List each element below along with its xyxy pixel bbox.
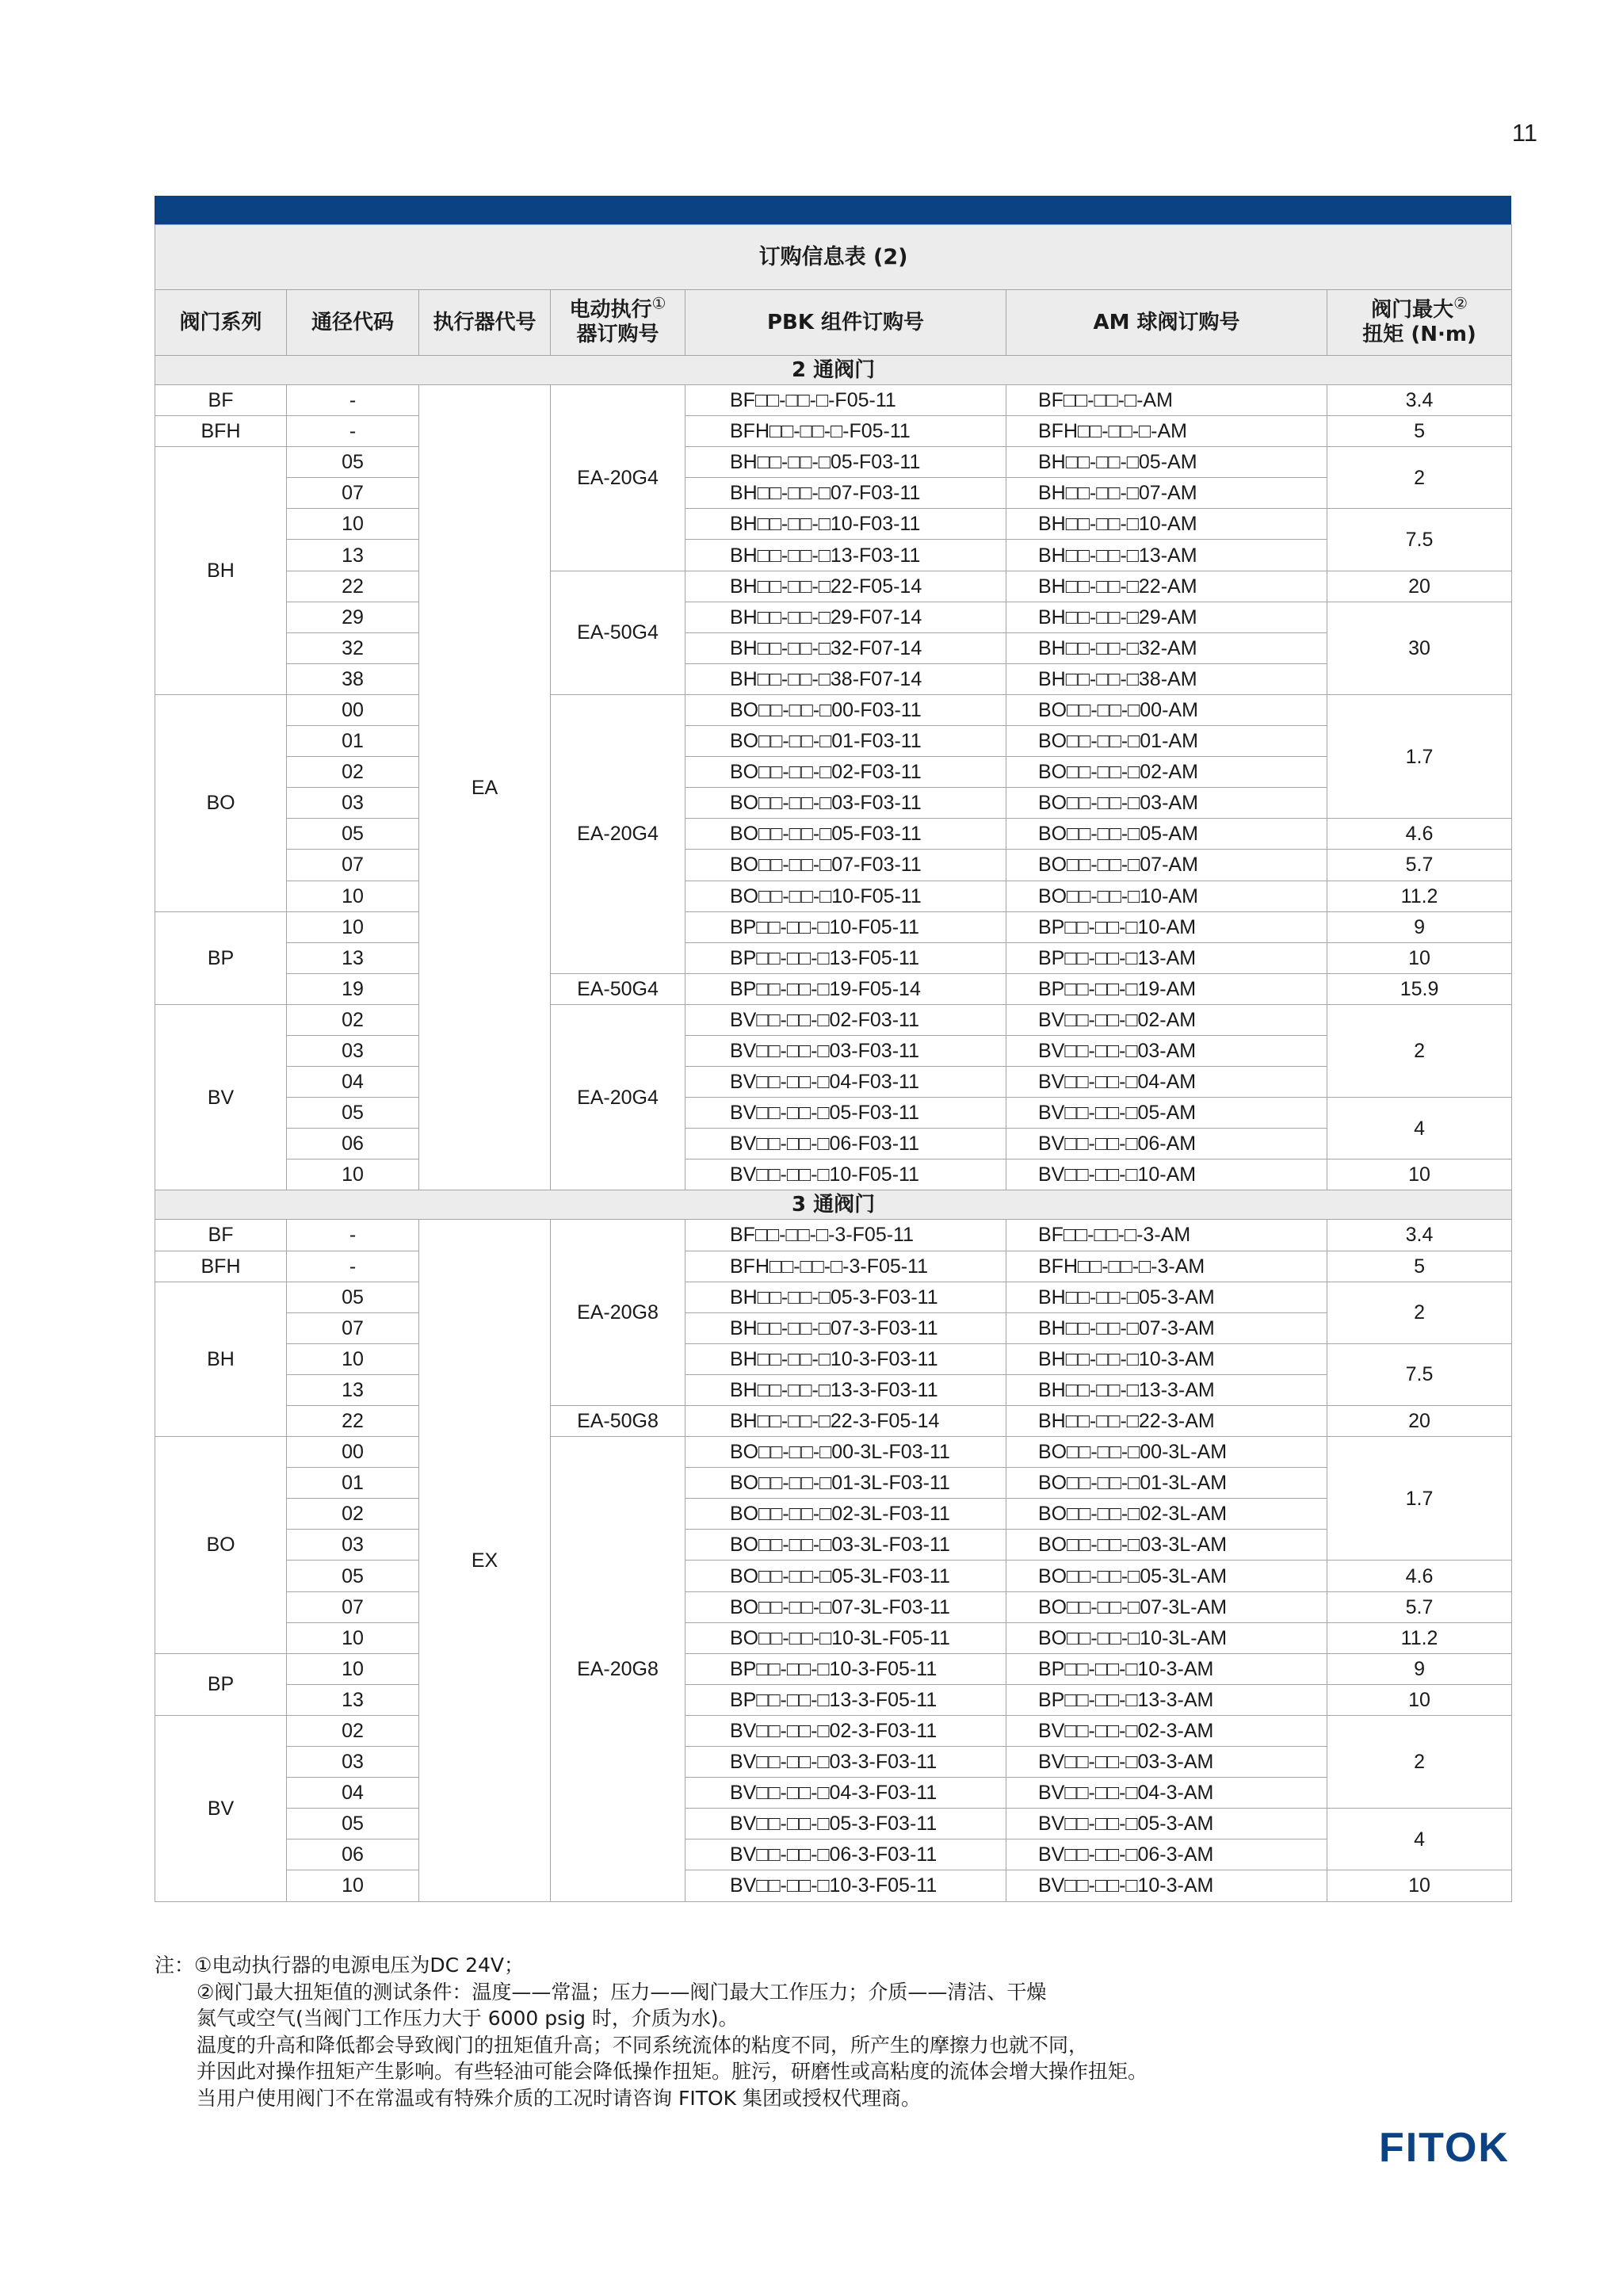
- orifice-cell: 07: [287, 850, 419, 881]
- table-row: [155, 973, 1512, 1004]
- am-cell: BP□□-□□-□10-AM: [1006, 911, 1327, 942]
- pbk-cell: BO□□-□□-□03-3L-F03-11: [685, 1530, 1006, 1561]
- orifice-cell: 03: [287, 1035, 419, 1066]
- am-cell: BV□□-□□-□05-AM: [1006, 1098, 1327, 1129]
- pbk-cell: BH□□-□□-□05-3-F03-11: [685, 1282, 1006, 1312]
- orifice-cell: 05: [287, 1809, 419, 1839]
- pbk-cell: BO□□-□□-□07-3L-F03-11: [685, 1591, 1006, 1622]
- series-cell: BF: [155, 1220, 287, 1251]
- table-row: [155, 602, 1512, 632]
- actuator-cell: EA-50G4: [551, 973, 685, 1004]
- torque-cell: 11.2: [1327, 881, 1512, 911]
- pbk-cell: BP□□-□□-□13-F05-11: [685, 942, 1006, 973]
- am-cell: BH□□-□□-□13-3-AM: [1006, 1374, 1327, 1405]
- pbk-cell: BV□□-□□-□02-F03-11: [685, 1004, 1006, 1035]
- pbk-cell: BV□□-□□-□04-F03-11: [685, 1067, 1006, 1098]
- table-row: [155, 1282, 1512, 1312]
- table-row: [155, 819, 1512, 850]
- am-cell: BFH□□-□□-□-3-AM: [1006, 1251, 1327, 1282]
- am-cell: BO□□-□□-□10-AM: [1006, 881, 1327, 911]
- actuator-cell: EA-20G8: [551, 1437, 685, 1901]
- table-row: [155, 1653, 1512, 1684]
- note-mark-1: ①: [651, 293, 666, 313]
- am-cell: BH□□-□□-□22-AM: [1006, 571, 1327, 602]
- section-title: 2 通阀门: [155, 356, 1512, 385]
- pbk-cell: BH□□-□□-□07-F03-11: [685, 478, 1006, 509]
- header-series: 阀门系列: [155, 290, 287, 356]
- pbk-cell: BP□□-□□-□13-3-F05-11: [685, 1684, 1006, 1715]
- pbk-cell: BH□□-□□-□05-F03-11: [685, 447, 1006, 478]
- actuator-code-cell: EA: [419, 385, 551, 1190]
- table-row: [155, 632, 1512, 663]
- pbk-cell: BP□□-□□-□19-F05-14: [685, 973, 1006, 1004]
- footnote-3: 氮气或空气(当阀门工作压力大于 6000 psig 时，介质为水)。: [197, 2007, 739, 2030]
- table-row: [155, 385, 1512, 416]
- orifice-cell: 10: [287, 1870, 419, 1901]
- table-row: [155, 942, 1512, 973]
- torque-cell: 9: [1327, 911, 1512, 942]
- table-row: [155, 726, 1512, 757]
- page-number: 11: [1511, 119, 1537, 147]
- table-row: [155, 1343, 1512, 1374]
- am-cell: BV□□-□□-□02-AM: [1006, 1004, 1327, 1035]
- series-cell: BFH: [155, 416, 287, 447]
- am-cell: BP□□-□□-□13-3-AM: [1006, 1684, 1327, 1715]
- torque-cell: 5.7: [1327, 850, 1512, 881]
- pbk-cell: BO□□-□□-□00-3L-F03-11: [685, 1437, 1006, 1468]
- orifice-cell: 13: [287, 540, 419, 571]
- pbk-cell: BO□□-□□-□02-3L-F03-11: [685, 1499, 1006, 1530]
- table-row: [155, 1437, 1512, 1468]
- footnote-1: 注：①电动执行器的电源电压为DC 24V；: [155, 1954, 524, 1977]
- series-cell: BP: [155, 1653, 287, 1715]
- table-row: [155, 788, 1512, 819]
- orifice-cell: 03: [287, 1747, 419, 1778]
- table-row: [155, 1530, 1512, 1561]
- pbk-cell: BO□□-□□-□10-F05-11: [685, 881, 1006, 911]
- am-cell: BH□□-□□-□29-AM: [1006, 602, 1327, 632]
- actuator-cell: EA-20G4: [551, 1004, 685, 1190]
- table-row: [155, 757, 1512, 788]
- pbk-cell: BO□□-□□-□03-F03-11: [685, 788, 1006, 819]
- am-cell: BH□□-□□-□05-3-AM: [1006, 1282, 1327, 1312]
- pbk-cell: BH□□-□□-□29-F07-14: [685, 602, 1006, 632]
- series-cell: BO: [155, 1437, 287, 1654]
- header-orifice: 通径代码: [287, 290, 419, 356]
- torque-cell: 4.6: [1327, 1561, 1512, 1591]
- pbk-cell: BP□□-□□-□10-3-F05-11: [685, 1653, 1006, 1684]
- table-row: [155, 1004, 1512, 1035]
- am-cell: BO□□-□□-□01-AM: [1006, 726, 1327, 757]
- am-cell: BO□□-□□-□07-3L-AM: [1006, 1591, 1327, 1622]
- table-row: [155, 1839, 1512, 1870]
- torque-cell: 1.7: [1327, 1437, 1512, 1561]
- am-cell: BO□□-□□-□01-3L-AM: [1006, 1468, 1327, 1499]
- pbk-cell: BO□□-□□-□01-3L-F03-11: [685, 1468, 1006, 1499]
- table-row: [155, 1778, 1512, 1809]
- orifice-cell: 06: [287, 1129, 419, 1159]
- orifice-cell: 02: [287, 757, 419, 788]
- table-row: [155, 1622, 1512, 1653]
- series-cell: BFH: [155, 1251, 287, 1282]
- torque-cell: 4: [1327, 1809, 1512, 1870]
- torque-cell: 5.7: [1327, 1591, 1512, 1622]
- pbk-cell: BH□□-□□-□10-F03-11: [685, 509, 1006, 540]
- header-torque-line1: 阀门最大: [1371, 298, 1454, 322]
- am-cell: BO□□-□□-□02-AM: [1006, 757, 1327, 788]
- orifice-cell: 01: [287, 1468, 419, 1499]
- am-cell: BO□□-□□-□10-3L-AM: [1006, 1622, 1327, 1653]
- torque-cell: 2: [1327, 1004, 1512, 1097]
- torque-cell: 20: [1327, 571, 1512, 602]
- torque-cell: 5: [1327, 416, 1512, 447]
- torque-cell: 2: [1327, 1715, 1512, 1808]
- orifice-cell: -: [287, 385, 419, 416]
- actuator-cell: EA-50G8: [551, 1406, 685, 1437]
- torque-cell: 7.5: [1327, 1343, 1512, 1405]
- footnote-6: 当用户使用阀门不在常温或有特殊介质的工况时请咨询 FITOK 集团或授权代理商。: [197, 2086, 921, 2110]
- orifice-cell: 29: [287, 602, 419, 632]
- table-row: [155, 571, 1512, 602]
- pbk-cell: BO□□-□□-□00-F03-11: [685, 694, 1006, 725]
- orifice-cell: 02: [287, 1004, 419, 1035]
- orifice-cell: 13: [287, 1684, 419, 1715]
- orifice-cell: 22: [287, 1406, 419, 1437]
- am-cell: BV□□-□□-□10-3-AM: [1006, 1870, 1327, 1901]
- am-cell: BV□□-□□-□10-AM: [1006, 1159, 1327, 1190]
- pbk-cell: BV□□-□□-□02-3-F03-11: [685, 1715, 1006, 1746]
- header-actuator-code: 执行器代号: [419, 290, 551, 356]
- orifice-cell: 10: [287, 911, 419, 942]
- am-cell: BH□□-□□-□10-AM: [1006, 509, 1327, 540]
- actuator-cell: EA-20G4: [551, 385, 685, 571]
- table-row: [155, 447, 1512, 478]
- table-row: [155, 911, 1512, 942]
- footnotes: [155, 1952, 1343, 2111]
- table-body: [155, 356, 1512, 1902]
- table-row: [155, 1684, 1512, 1715]
- pbk-cell: BO□□-□□-□07-F03-11: [685, 850, 1006, 881]
- fitok-logo: FITOK: [1378, 2125, 1510, 2171]
- table-row: [155, 1499, 1512, 1530]
- orifice-cell: -: [287, 1251, 419, 1282]
- orifice-cell: 13: [287, 942, 419, 973]
- table-row: [155, 416, 1512, 447]
- torque-cell: 2: [1327, 1282, 1512, 1343]
- table-row: [155, 1098, 1512, 1129]
- torque-cell: 7.5: [1327, 509, 1512, 571]
- orifice-cell: 10: [287, 1159, 419, 1190]
- table-row: [155, 663, 1512, 694]
- actuator-code-cell: EX: [419, 1220, 551, 1901]
- pbk-cell: BH□□-□□-□13-F03-11: [685, 540, 1006, 571]
- table-row: [155, 1406, 1512, 1437]
- orifice-cell: 10: [287, 1622, 419, 1653]
- note-mark-2: ②: [1453, 293, 1468, 313]
- orifice-cell: 01: [287, 726, 419, 757]
- am-cell: BO□□-□□-□05-AM: [1006, 819, 1327, 850]
- series-cell: BV: [155, 1004, 287, 1190]
- pbk-cell: BO□□-□□-□01-F03-11: [685, 726, 1006, 757]
- pbk-cell: BFH□□-□□-□-3-F05-11: [685, 1251, 1006, 1282]
- torque-cell: 9: [1327, 1653, 1512, 1684]
- table-row: [155, 478, 1512, 509]
- footnote-5: 并因此对操作扭矩产生影响。有些轻油可能会降低操作扭矩。脏污，研磨性或高粘度的流体会增大操作扭矩。: [197, 2060, 1148, 2083]
- am-cell: BP□□-□□-□13-AM: [1006, 942, 1327, 973]
- pbk-cell: BV□□-□□-□03-F03-11: [685, 1035, 1006, 1066]
- pbk-cell: BV□□-□□-□04-3-F03-11: [685, 1778, 1006, 1809]
- am-cell: BH□□-□□-□38-AM: [1006, 663, 1327, 694]
- torque-cell: 30: [1327, 602, 1512, 694]
- am-cell: BV□□-□□-□02-3-AM: [1006, 1715, 1327, 1746]
- orifice-cell: 00: [287, 1437, 419, 1468]
- header-torque: [1327, 290, 1512, 356]
- am-cell: BV□□-□□-□04-3-AM: [1006, 1778, 1327, 1809]
- orifice-cell: 02: [287, 1499, 419, 1530]
- orifice-cell: 19: [287, 973, 419, 1004]
- pbk-cell: BFH□□-□□-□-F05-11: [685, 416, 1006, 447]
- torque-cell: 10: [1327, 1870, 1512, 1901]
- am-cell: BF□□-□□-□-3-AM: [1006, 1220, 1327, 1251]
- pbk-cell: BH□□-□□-□38-F07-14: [685, 663, 1006, 694]
- table-row: [155, 1035, 1512, 1066]
- table-row: [155, 1067, 1512, 1098]
- pbk-cell: BH□□-□□-□13-3-F03-11: [685, 1374, 1006, 1405]
- am-cell: BV□□-□□-□06-AM: [1006, 1129, 1327, 1159]
- pbk-cell: BV□□-□□-□03-3-F03-11: [685, 1747, 1006, 1778]
- am-cell: BO□□-□□-□03-AM: [1006, 788, 1327, 819]
- header-am: AM 球阀订购号: [1006, 290, 1327, 356]
- am-cell: BV□□-□□-□04-AM: [1006, 1067, 1327, 1098]
- am-cell: BV□□-□□-□05-3-AM: [1006, 1809, 1327, 1839]
- pbk-cell: BV□□-□□-□06-3-F03-11: [685, 1839, 1006, 1870]
- table-row: [155, 1809, 1512, 1839]
- table-row: [155, 540, 1512, 571]
- am-cell: BFH□□-□□-□-AM: [1006, 416, 1327, 447]
- torque-cell: 10: [1327, 942, 1512, 973]
- pbk-cell: BF□□-□□-□-F05-11: [685, 385, 1006, 416]
- torque-cell: 10: [1327, 1159, 1512, 1190]
- table-title: 订购信息表 (2): [155, 225, 1512, 290]
- orifice-cell: 05: [287, 447, 419, 478]
- orifice-cell: 07: [287, 1312, 419, 1343]
- series-cell: BF: [155, 385, 287, 416]
- am-cell: BO□□-□□-□00-AM: [1006, 694, 1327, 725]
- torque-cell: 1.7: [1327, 694, 1512, 818]
- am-cell: BH□□-□□-□05-AM: [1006, 447, 1327, 478]
- am-cell: BO□□-□□-□03-3L-AM: [1006, 1530, 1327, 1561]
- header-electric-actuator: [551, 290, 685, 356]
- orifice-cell: 07: [287, 1591, 419, 1622]
- orifice-cell: 10: [287, 1653, 419, 1684]
- orifice-cell: 38: [287, 663, 419, 694]
- table-row: [155, 694, 1512, 725]
- orifice-cell: 05: [287, 1098, 419, 1129]
- torque-cell: 20: [1327, 1406, 1512, 1437]
- orifice-cell: 04: [287, 1778, 419, 1809]
- orifice-cell: 06: [287, 1839, 419, 1870]
- footnote-2: ②阀门最大扭矩值的测试条件：温度——常温；压力——阀门最大工作压力；介质——清洁、干燥: [197, 1980, 1047, 2004]
- table-row: [155, 1220, 1512, 1251]
- orifice-cell: 03: [287, 788, 419, 819]
- series-cell: BP: [155, 911, 287, 1004]
- table-row: [155, 1715, 1512, 1746]
- torque-cell: 3.4: [1327, 385, 1512, 416]
- orifice-cell: 05: [287, 1282, 419, 1312]
- orifice-cell: 02: [287, 1715, 419, 1746]
- pbk-cell: BV□□-□□-□10-3-F05-11: [685, 1870, 1006, 1901]
- pbk-cell: BV□□-□□-□06-F03-11: [685, 1129, 1006, 1159]
- pbk-cell: BO□□-□□-□05-F03-11: [685, 819, 1006, 850]
- footnote-4: 温度的升高和降低都会导致阀门的扭矩值升高；不同系统流体的粘度不同，所产生的摩擦力也就不同，: [197, 2033, 1089, 2057]
- torque-cell: 10: [1327, 1684, 1512, 1715]
- table-row: [155, 1312, 1512, 1343]
- am-cell: BV□□-□□-□03-AM: [1006, 1035, 1327, 1066]
- am-cell: BO□□-□□-□00-3L-AM: [1006, 1437, 1327, 1468]
- header-torque-line2: 扭矩 (N·m): [1362, 323, 1476, 346]
- pbk-cell: BO□□-□□-□02-F03-11: [685, 757, 1006, 788]
- am-cell: BH□□-□□-□07-AM: [1006, 478, 1327, 509]
- orifice-cell: -: [287, 1220, 419, 1251]
- pbk-cell: BH□□-□□-□22-3-F05-14: [685, 1406, 1006, 1437]
- table-row: [155, 1374, 1512, 1405]
- pbk-cell: BP□□-□□-□10-F05-11: [685, 911, 1006, 942]
- table-row: [155, 1159, 1512, 1190]
- orifice-cell: 13: [287, 1374, 419, 1405]
- torque-cell: 15.9: [1327, 973, 1512, 1004]
- orifice-cell: 05: [287, 1561, 419, 1591]
- pbk-cell: BH□□-□□-□10-3-F03-11: [685, 1343, 1006, 1374]
- pbk-cell: BH□□-□□-□32-F07-14: [685, 632, 1006, 663]
- order-info-table: [155, 224, 1512, 1902]
- pbk-cell: BV□□-□□-□05-F03-11: [685, 1098, 1006, 1129]
- orifice-cell: 03: [287, 1530, 419, 1561]
- am-cell: BP□□-□□-□19-AM: [1006, 973, 1327, 1004]
- am-cell: BH□□-□□-□13-AM: [1006, 540, 1327, 571]
- table-row: [155, 1747, 1512, 1778]
- am-cell: BO□□-□□-□02-3L-AM: [1006, 1499, 1327, 1530]
- header-electric-actuator-line2: 器订购号: [576, 323, 659, 346]
- orifice-cell: 10: [287, 1343, 419, 1374]
- torque-cell: 4: [1327, 1098, 1512, 1159]
- series-cell: BO: [155, 694, 287, 911]
- header-electric-actuator-line1: 电动执行: [569, 298, 652, 322]
- series-cell: BH: [155, 447, 287, 695]
- orifice-cell: 05: [287, 819, 419, 850]
- torque-cell: 2: [1327, 447, 1512, 509]
- table-row: [155, 1251, 1512, 1282]
- am-cell: BO□□-□□-□05-3L-AM: [1006, 1561, 1327, 1591]
- torque-cell: 3.4: [1327, 1220, 1512, 1251]
- orifice-cell: 32: [287, 632, 419, 663]
- table-row: [155, 1129, 1512, 1159]
- table-row: [155, 1870, 1512, 1901]
- table-row: [155, 1468, 1512, 1499]
- header-pbk: PBK 组件订购号: [685, 290, 1006, 356]
- series-cell: BV: [155, 1715, 287, 1901]
- orifice-cell: 04: [287, 1067, 419, 1098]
- am-cell: BH□□-□□-□22-3-AM: [1006, 1406, 1327, 1437]
- orifice-cell: -: [287, 416, 419, 447]
- orifice-cell: 10: [287, 881, 419, 911]
- series-cell: BH: [155, 1282, 287, 1436]
- pbk-cell: BO□□-□□-□05-3L-F03-11: [685, 1561, 1006, 1591]
- pbk-cell: BO□□-□□-□10-3L-F05-11: [685, 1622, 1006, 1653]
- am-cell: BV□□-□□-□06-3-AM: [1006, 1839, 1327, 1870]
- actuator-cell: EA-50G4: [551, 571, 685, 694]
- orifice-cell: 07: [287, 478, 419, 509]
- table-row: [155, 1561, 1512, 1591]
- pbk-cell: BH□□-□□-□22-F05-14: [685, 571, 1006, 602]
- orifice-cell: 10: [287, 509, 419, 540]
- pbk-cell: BV□□-□□-□10-F05-11: [685, 1159, 1006, 1190]
- section-title: 3 通阀门: [155, 1190, 1512, 1220]
- orifice-cell: 00: [287, 694, 419, 725]
- orifice-cell: 22: [287, 571, 419, 602]
- am-cell: BP□□-□□-□10-3-AM: [1006, 1653, 1327, 1684]
- table-row: [155, 1591, 1512, 1622]
- pbk-cell: BH□□-□□-□07-3-F03-11: [685, 1312, 1006, 1343]
- actuator-cell: EA-20G8: [551, 1220, 685, 1406]
- pbk-cell: BF□□-□□-□-3-F05-11: [685, 1220, 1006, 1251]
- actuator-cell: EA-20G4: [551, 694, 685, 973]
- am-cell: BV□□-□□-□03-3-AM: [1006, 1747, 1327, 1778]
- am-cell: BH□□-□□-□32-AM: [1006, 632, 1327, 663]
- am-cell: BO□□-□□-□07-AM: [1006, 850, 1327, 881]
- torque-cell: 5: [1327, 1251, 1512, 1282]
- header-bar: [155, 196, 1511, 224]
- pbk-cell: BV□□-□□-□05-3-F03-11: [685, 1809, 1006, 1839]
- table-row: [155, 850, 1512, 881]
- am-cell: BH□□-□□-□10-3-AM: [1006, 1343, 1327, 1374]
- table-row: [155, 881, 1512, 911]
- torque-cell: 4.6: [1327, 819, 1512, 850]
- table-row: [155, 509, 1512, 540]
- am-cell: BH□□-□□-□07-3-AM: [1006, 1312, 1327, 1343]
- torque-cell: 11.2: [1327, 1622, 1512, 1653]
- am-cell: BF□□-□□-□-AM: [1006, 385, 1327, 416]
